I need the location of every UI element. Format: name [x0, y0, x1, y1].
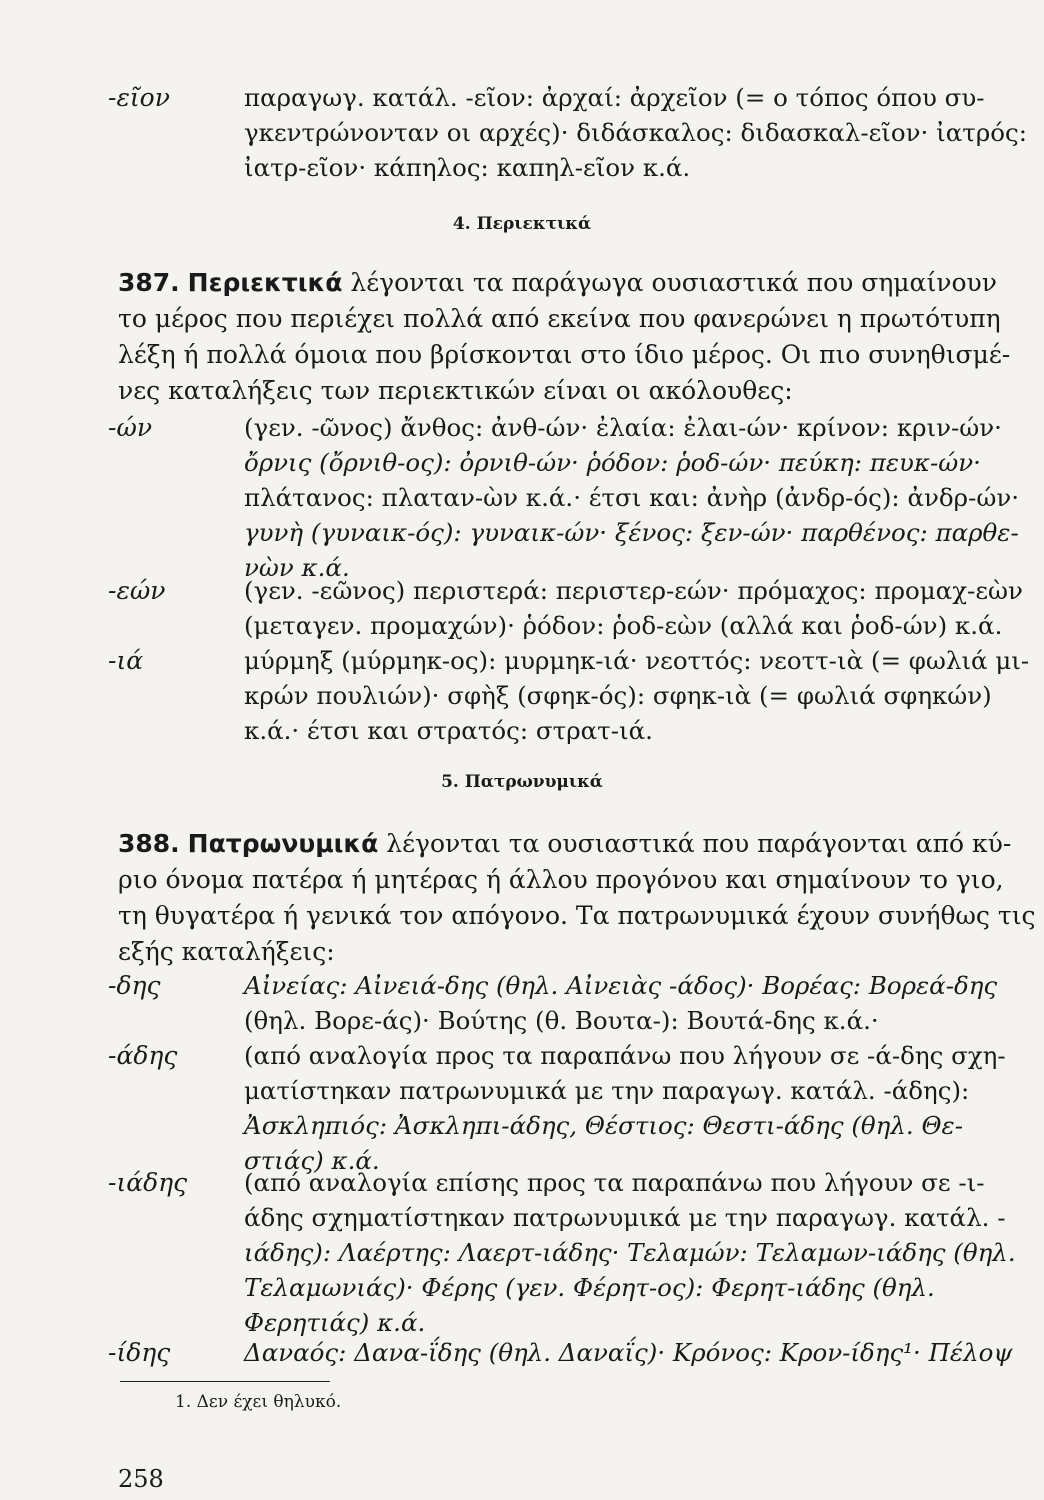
text-line: (από αναλογία προς τα παραπάνω που λήγουν σε -ά-δης σχη- — [244, 1041, 1006, 1070]
entry-idis — [108, 1335, 1013, 1370]
entry-adis — [108, 1038, 1006, 1178]
paragraph-heading: Περιεκτικά — [187, 268, 343, 297]
footnote: 1. Δεν έχει θηλυκό. — [175, 1392, 342, 1412]
text-line: μύρμηξ (μύρμηκ-ος): μυρμηκ-ιά· νεοττός: νεοττ-ιὰ (= φωλιά μι- — [244, 646, 1030, 675]
text-line: ριο όνομα πατέρα ή μητέρας ή άλλου προγόνου και σημαίνουν το γιο, — [118, 865, 1004, 894]
paragraph-387 — [118, 265, 1011, 409]
text-line: παραγωγ. κατάλ. -εῖον: ἀρχαί: ἀρχεῖον (= ο τόπος όπου συ- — [244, 83, 985, 112]
suffix-tag: -δης — [108, 971, 161, 1000]
suffix-tag: -ίδης — [108, 1338, 171, 1367]
text-line: (από αναλογία επίσης προς τα παραπάνω που λήγουν σε -ι- — [244, 1168, 985, 1197]
text-line: πλάτανος: πλαταν-ὼν κ.ά.· έτσι και: ἀνὴρ (ἀνδρ-ός): ἀνδρ-ών· — [244, 483, 1020, 512]
paragraph-388 — [118, 826, 1036, 970]
text-line: κρών πουλιών)· σφὴξ (σφηκ-ός): σφηκ-ιὰ (= φωλιά σφηκών) — [244, 681, 992, 710]
suffix-tag: -εῖον — [108, 83, 170, 112]
text-line: ματίστηκαν πατρωνυμικά με την παραγωγ. κατάλ. -άδης): — [244, 1076, 970, 1105]
entry-body — [244, 80, 1027, 185]
text-line: Δαναός: Δανα-ΐδης (θηλ. Δαναΐς)· Κρόνος: Κρον-ίδης¹· Πέλοψ — [244, 1338, 1013, 1367]
text-line — [118, 265, 997, 301]
text-line: γκεντρώνονταν οι αρχές)· διδάσκαλος: διδασκαλ-εῖον· ἰατρός: — [244, 118, 1027, 147]
entry-body — [244, 968, 998, 1038]
suffix-tag: -ιάδης — [108, 1168, 188, 1197]
section-title: 4. Περιεκτικά — [452, 214, 592, 234]
text-line: Ἀσκληπιός: Ἀσκληπι-άδης, Θέστιος: Θεστι-άδης (θηλ. Θε- — [244, 1111, 963, 1140]
text-line: τη θυγατέρα ή γενικά τον απόγονο. Τα πατρωνυμικά έχουν συνήθως τις — [118, 901, 1036, 930]
page-number: 258 — [118, 1465, 164, 1493]
entry-body — [244, 410, 1020, 585]
text-line: το μέρος που περιέχει πολλά από εκείνα που φανερώνει η πρωτότυπη — [118, 304, 1001, 333]
text-line: γυνὴ (γυναικ-ός): γυναικ-ών· ξένος: ξεν-ών· παρθένος: παρθε- — [244, 518, 1019, 547]
text-line: ὄρνις (ὄρνιθ-ος): ὀρνιθ-ών· ῥόδον: ῥοδ-ών· πεύκη: πευκ-ών· — [244, 448, 981, 477]
text-line: στιάς) κ.ά. — [244, 1146, 380, 1175]
paragraph-heading: Πατρωνυμικά — [187, 829, 379, 858]
entry-body — [244, 573, 1030, 748]
entry-eion — [108, 80, 1027, 185]
text-line: νὼν κ.ά. — [244, 553, 350, 582]
text-fragment: λέγονται τα ουσιαστικά που παράγονται από κύ- — [386, 829, 1012, 858]
text-line: (γεν. -ῶνος) ἄνθος: ἀνθ-ών· ἐλαία: ἐλαι-ών· κρίνον: κριν-ών· — [244, 413, 1002, 442]
text-line: ιάδης): Λαέρτης: Λαερτ-ιάδης· Τελαμών: Τελαμων-ιάδης (θηλ. — [244, 1238, 1016, 1267]
entry-body — [244, 1038, 1006, 1178]
entry-body — [244, 1335, 1013, 1370]
text-fragment: λέγονται τα παράγωγα ουσιαστικά που σημαίνουν — [350, 268, 997, 297]
suffix-tag: -ιά — [108, 646, 144, 675]
entry-dis — [108, 968, 998, 1038]
section-title: 5. Πατρωνυμικά — [441, 772, 603, 792]
text-line: (θηλ. Βορε-άς)· Βούτης (θ. Βουτα-): Βουτά-δης κ.ά.· — [244, 1006, 879, 1035]
entry-iadis — [108, 1165, 1016, 1340]
text-line: άδης σχηματίστηκαν πατρωνυμικά με την παραγωγ. κατάλ. - — [244, 1203, 1006, 1232]
footnote-divider — [120, 1381, 330, 1382]
text-line: (μεταγεν. προμαχών)· ῥόδον: ῥοδ-εὼν (αλλά και ῥοδ-ών) κ.ά. — [244, 611, 1003, 640]
entry-body — [244, 1165, 1016, 1340]
suffix-tag: -άδης — [108, 1041, 178, 1070]
text-line: Τελαμωνιάς)· Φέρης (γεν. Φέρητ-ος): Φερητ-ιάδης (θηλ. — [244, 1273, 935, 1302]
paragraph-number: 387. — [118, 268, 180, 297]
text-line: (γεν. -εῶνος) περιστερά: περιστερ-εών· πρόμαχος: προμαχ-εὼν — [244, 576, 1023, 605]
text-line — [118, 826, 1012, 862]
text-line: κ.ά.· έτσι και στρατός: στρατ-ιά. — [244, 716, 653, 745]
suffix-tag: -ών — [108, 413, 153, 442]
paragraph-number: 388. — [118, 829, 180, 858]
entry-eon — [108, 573, 1030, 748]
text-line: ἰατρ-εῖον· κάπηλος: καπηλ-εῖον κ.ά. — [244, 153, 691, 182]
text-line: Αἰνείας: Αἰνειά-δης (θηλ. Αἰνειὰς -άδος)· Βορέας: Βορεά-δης — [244, 971, 998, 1000]
text-line: νες καταλήξεις των περιεκτικών είναι οι ακόλουθες: — [118, 376, 793, 405]
text-line: λέξη ή πολλά όμοια που βρίσκονται στο ίδιο μέρος. Οι πιο συνηθισμέ- — [118, 340, 1011, 369]
entry-on — [108, 410, 1020, 585]
text-line: εξής καταλήξεις: — [118, 937, 335, 966]
text-line: Φερητιάς) κ.ά. — [244, 1308, 426, 1337]
suffix-tag: -εών — [108, 576, 166, 605]
